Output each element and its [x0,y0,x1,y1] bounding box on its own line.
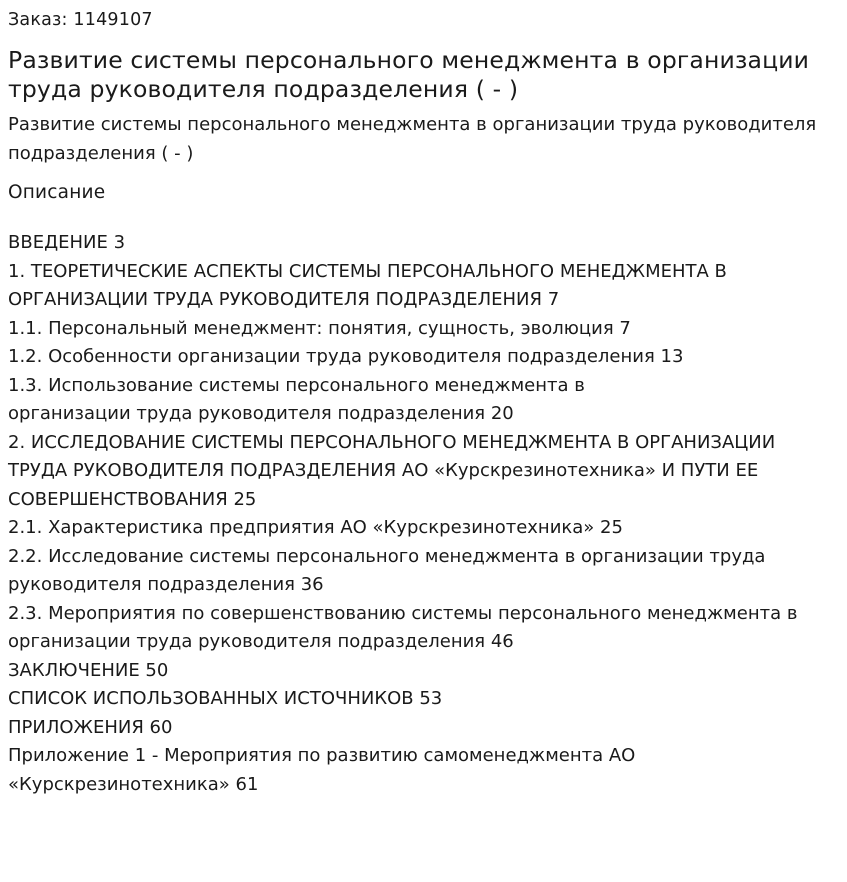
description-heading: Описание [8,182,106,203]
toc-entry: СПИСОК ИСПОЛЬЗОВАННЫХ ИСТОЧНИКОВ 53 [8,688,443,709]
toc-entry: Приложение 1 - Мероприятия по развитию самоменеджмента АО «Курскрезинотехника» 61 [8,745,636,795]
toc-entry: 2.1. Характеристика предприятия АО «Курскрезинотехника» 25 [8,517,623,538]
toc-entry: 1.2. Особенности организации труда руководителя подразделения 13 [8,346,684,367]
toc-entry: 1.1. Персональный менеджмент: понятия, сущность, эволюция 7 [8,317,631,339]
toc-entry: ПРИЛОЖЕНИЯ 60 [8,716,173,738]
toc-entry: организации труда руководителя подразделения 20 [8,403,514,424]
toc-entry: 2.2. Исследование системы персонального менеджмента в организации труда руководителя подразделения 36 [8,545,766,595]
page-title: Развитие системы персонального менеджмента в организации труда руководителя подразделения ( - ) [8,46,810,103]
table-of-contents [8,229,839,799]
order-number: Заказ: 1149107 [8,10,153,30]
toc-entry: 2.3. Мероприятия по совершенствованию системы персонального менеджмента в организации труда руководителя подразделения 46 [8,602,798,652]
toc-entry: ЗАКЛЮЧЕНИЕ 50 [8,659,169,681]
toc-entry: ВВЕДЕНИЕ 3 [8,232,126,253]
page-subtitle: Развитие системы персонального менеджмента в организации труда руководителя подразделения ( - ) [8,114,817,164]
toc-entry: 1. ТЕОРЕТИЧЕСКИЕ АСПЕКТЫ СИСТЕМЫ ПЕРСОНАЛЬНОГО МЕНЕДЖМЕНТА В ОРГАНИЗАЦИИ ТРУДА РУКОВОДИТЕЛЯ ПОДРАЗДЕЛЕНИЯ 7 [8,260,727,310]
toc-entry: 2. ИССЛЕДОВАНИЕ СИСТЕМЫ ПЕРСОНАЛЬНОГО МЕНЕДЖМЕНТА В ОРГАНИЗАЦИИ ТРУДА РУКОВОДИТЕЛЯ ПОДРАЗДЕЛЕНИЯ АО «Курскрезинотехника» И ПУТИ ЕЕ СОВЕРШЕНСТВОВАНИЯ 25 [8,431,776,510]
toc-entry: 1.3. Использование системы персонального менеджмента в [8,374,585,396]
